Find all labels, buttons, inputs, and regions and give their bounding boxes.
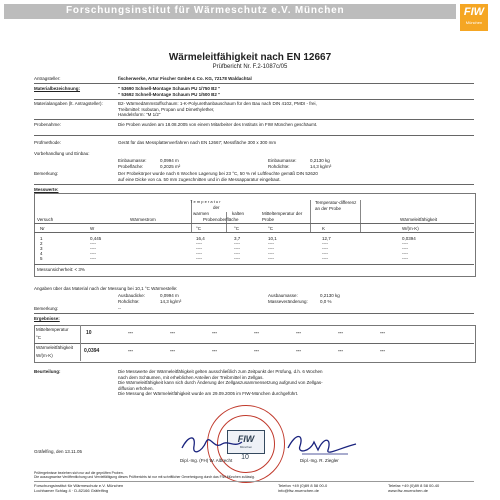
einbaumasse2-label: Einbaumasse: — [268, 158, 297, 163]
cell: ---- — [402, 256, 408, 261]
cell: ---- — [322, 246, 328, 251]
cell: 0,0394 — [402, 236, 416, 241]
footer-note-2: Die auszugsweise Veröffentlichung und Vervielfältigung dieses Prüfberichts ist nur mit schriftlicher Genehmigung durch das FIW München zulässig. — [34, 475, 255, 479]
header-kalt: kalten — [232, 211, 245, 216]
messunsicherheit: Messunsicherheit: < 3% — [37, 267, 85, 272]
messwerte-heading: Messwerte: — [34, 187, 59, 192]
place-date: Gräfelfing, den 13.11.05 — [34, 449, 82, 454]
cell: ---- — [234, 251, 240, 256]
einbaumasse-value: 0,0994 m — [160, 158, 179, 163]
cell: ---- — [90, 241, 96, 246]
ergebnis-cell: --- — [128, 348, 133, 354]
rohdichte-value: 14,3 kg/m³ — [310, 163, 332, 169]
vorbehandlung-label: Vorbehandlung und Einbau: — [34, 151, 90, 156]
ergebnis-cell: 10 — [86, 330, 92, 336]
col-versuch: Versuch — [37, 216, 54, 222]
header-der: der — [213, 205, 220, 210]
stamp-logo-text: FIW — [237, 434, 255, 444]
ergebnis-cell: --- — [254, 330, 259, 336]
angaben-line-1: B2- Wärmedämmstoffschaum: 1-K-Polyurethanbauschaum für den Bau nach DIN 4102, PMDI - frei, — [118, 101, 317, 106]
cell: ---- — [90, 246, 96, 251]
ergebnisse-row2-label-2: W/(m·K) — [36, 353, 53, 358]
cell: ---- — [322, 256, 328, 261]
footer-email[interactable]: info@fiw-muenchen.de — [278, 488, 319, 493]
angaben-label: Materialangaben (lt. Antragsteller): — [34, 101, 103, 106]
cell: ---- — [90, 256, 96, 261]
cell: 4 — [40, 251, 43, 256]
cell: ---- — [90, 251, 96, 256]
angaben-bemerkung-label: Bemerkung: — [34, 306, 59, 311]
beurteilung-label: Beurteilung: — [34, 369, 61, 374]
cell: ---- — [322, 241, 328, 246]
col-temperaturdifferenz: Temperatur-differenz an der Probe — [315, 200, 357, 211]
cell: ---- — [196, 251, 202, 256]
ergebnisse-heading: Ergebnisse: — [34, 316, 60, 321]
cell: 3,7 — [234, 236, 241, 241]
footer-note-1: Prüfergebnisse beziehen sich nur auf die geprüften Proben. — [34, 471, 124, 475]
beurteilung-line-2: nach dem Schäumen, mit erheblichen Anteilen der Treibmittel im Zellgas. — [118, 374, 264, 380]
unit-wmk: W/(m·K) — [402, 226, 419, 231]
ergebnisse-row2-label-1: Wärmeleitfähigkeit — [36, 345, 74, 350]
bemerkung-line-1: Der Probekörper wurde nach 6 Wochen Lagerung bei 23 °C, 50 % rel Luftfeuchte gemäß DIN 52620 — [118, 171, 318, 176]
ergebnis-cell: --- — [170, 348, 175, 354]
cell: ---- — [234, 241, 240, 246]
signatory-left: Dipl.-Ing. (FH) W. Albrecht — [180, 458, 233, 463]
probenahme-value: Die Proben wurden am 18.08.2005 von einem Mitarbeiter des Instituts im FIW München geschäumt. — [118, 122, 318, 127]
cell: 10,1 — [268, 236, 277, 241]
beurteilung-line-1: Die Messwerte der Wärmeleitfähigkeit gelten ausschließlich zum Zeitpunkt der Prüfung, d.h. 6 Wochen — [118, 369, 323, 374]
probeflaeche-value: 0,2025 m² — [160, 163, 181, 169]
masseveraenderung-value: 0,0 % — [320, 298, 332, 304]
beurteilung-line-4: diffusion erhöhen. — [118, 385, 154, 391]
cell: 0,445 — [90, 236, 102, 241]
signatory-right: Dipl.-Ing. R. Ziegler — [300, 458, 339, 463]
einbaumasse-label: Einbaumasse: — [118, 158, 147, 163]
einbaumasse2-value: 0,2130 kg — [310, 158, 330, 163]
ergebnis-cell: --- — [338, 330, 343, 336]
cell: ---- — [268, 246, 274, 251]
signature-left — [178, 430, 248, 460]
logo-sub: München — [465, 20, 483, 25]
cell: ---- — [268, 256, 274, 261]
ergebnis-cell: --- — [338, 348, 343, 354]
unit-w: W — [90, 226, 95, 231]
ergebnis-cell: --- — [212, 330, 217, 336]
signature-right — [282, 428, 362, 460]
rohdichte2-value: 14,3 kg/m³ — [160, 298, 182, 304]
auftraggeber-value: fischerwerke, Artur Fischer GmbH & Co. KG, 72178 Waldachtal — [118, 76, 252, 81]
cell: ---- — [268, 251, 274, 256]
footer-address-1: Forschungsinstitut für Wärmeschutz e.V. München — [34, 483, 124, 488]
cell: ---- — [402, 246, 408, 251]
material-label: Materialbezeichnung: — [34, 86, 81, 91]
cell: ---- — [268, 241, 274, 246]
angaben-bemerkung-value: -- — [118, 306, 121, 311]
auftraggeber-label: Antragsteller: — [34, 76, 61, 81]
cell: ---- — [402, 251, 408, 256]
ergebnis-cell: --- — [296, 348, 301, 354]
unit-c1: °C — [196, 226, 202, 231]
unit-nr: Nr — [40, 226, 45, 231]
beurteilung-line-5: Die Messung der Wärmeleitfähigkeit wurde am 29.09.2005 im FIW-München durchgeführt. — [118, 391, 299, 396]
material-line-1: " 53690 Schnell-Montage Schaum PU 1/750 B2 " — [118, 86, 221, 91]
probenahme-label: Probenahme: — [34, 122, 62, 127]
stamp-logo-sub: München — [239, 445, 253, 449]
ergebnis-cell: --- — [380, 330, 385, 336]
cell: 2 — [40, 241, 43, 246]
cell: ---- — [196, 246, 202, 251]
unit-c2: °C — [234, 226, 240, 231]
rohdichte2-label: Rohdichte: — [118, 298, 140, 304]
ergebnisse-row1-label-2: °C — [36, 335, 42, 340]
rohdichte-label: Rohdichte: — [268, 163, 290, 169]
ausbaudicke-value: 0,0994 m — [160, 293, 179, 298]
angaben-material-intro: Angaben über das Material nach der Messung bei 10,1 °C Wärmestelle: — [34, 286, 178, 291]
unit-k: K — [322, 226, 326, 231]
header-probenoberflaeche: Probenoberfläche — [203, 216, 239, 222]
cell: 16,4 — [196, 236, 205, 241]
cell: ---- — [196, 256, 202, 261]
footer-fax: Telefax +49 (0)89 8 58 00-40 — [388, 483, 440, 488]
unit-c3: °C — [268, 226, 274, 231]
cell: ---- — [234, 246, 240, 251]
ergebnis-cell: 0,0394 — [84, 348, 100, 354]
footer-address-2: Lochhamer Schlag 4 · D-82166 Gräfelfing — [34, 488, 109, 493]
ergebnis-cell: --- — [380, 348, 385, 354]
ausbaudicke-label: Ausbaudicke: — [118, 293, 146, 298]
header-warm: warmen — [193, 211, 210, 216]
ausbaumasse-value: 0,2130 kg — [320, 293, 340, 298]
pruefmethode-value: Gerät für das Messplattenverfahren nach EN 12667; Messfläche 300 x 300 mm — [118, 140, 277, 145]
cell: ---- — [196, 241, 202, 246]
report-number: Prüfbericht Nr. F.2-1087c/05 — [212, 64, 288, 70]
footer-website[interactable]: www.fiw-muenchen.de — [388, 488, 429, 493]
stamp-number: 10 — [241, 454, 249, 461]
col-waermeleitfaehigkeit: Wärmeleitfähigkeit — [400, 216, 438, 222]
material-line-2: " 53692 Schnell-Montage Schaum PU 1/500 B2 " — [118, 92, 221, 97]
probeflaeche-label: Probefläche: — [118, 163, 144, 169]
header-temp: T e m p e r a t u r — [190, 199, 221, 204]
ergebnis-cell: --- — [170, 330, 175, 336]
pruefmethode-label: Prüfmethode: — [34, 140, 62, 145]
report-title: Wärmeleitfähigkeit nach EN 12667 — [168, 52, 332, 63]
footer-phone: Telefon +49 (0)89 8 58 00-0 — [278, 483, 328, 488]
ergebnis-cell: --- — [128, 330, 133, 336]
cell: 5 — [40, 256, 43, 261]
angaben-line-2: Treibmittel: Isobutan, Propan und Dimethylether, — [118, 106, 215, 112]
cell: 12,7 — [322, 236, 331, 241]
cell: ---- — [234, 256, 240, 261]
cell: ---- — [322, 251, 328, 256]
bemerkung-label: Bemerkung: — [34, 171, 59, 176]
cell: ---- — [402, 241, 408, 246]
ergebnis-cell: --- — [296, 330, 301, 336]
col-waermestrom: Wärmestrom — [130, 216, 156, 222]
logo-main: FIW — [463, 6, 485, 18]
angaben-line-3: Handelsform: "M 1/2" — [118, 112, 161, 117]
beurteilung-line-3: Die Wärmeleitfähigkeit kann sich durch Änderung der Zellgaszusammensetzung aufgrund von Zellgas- — [118, 380, 323, 385]
ausbaumasse-label: Ausbaumasse: — [268, 293, 298, 298]
cell: 1 — [40, 236, 43, 241]
ergebnis-cell: --- — [254, 348, 259, 354]
ergebnis-cell: --- — [212, 348, 217, 354]
ergebnisse-row1-label-1: Mitteltemperatur — [36, 327, 69, 332]
fiw-logo — [460, 4, 488, 31]
bemerkung-line-2: auf eine Dicke von ca. 50 mm zugeschnitten und in die Messapparatur eingebaut. — [118, 176, 281, 182]
col-mitteltemperatur: Mitteltemperatur der Probe — [262, 211, 303, 222]
cell: 3 — [40, 246, 43, 251]
institute-name: Forschungsinstitut für Wärmeschutz e.V. München — [66, 5, 345, 16]
masseveraenderung-label: Masseveränderung: — [268, 298, 308, 304]
